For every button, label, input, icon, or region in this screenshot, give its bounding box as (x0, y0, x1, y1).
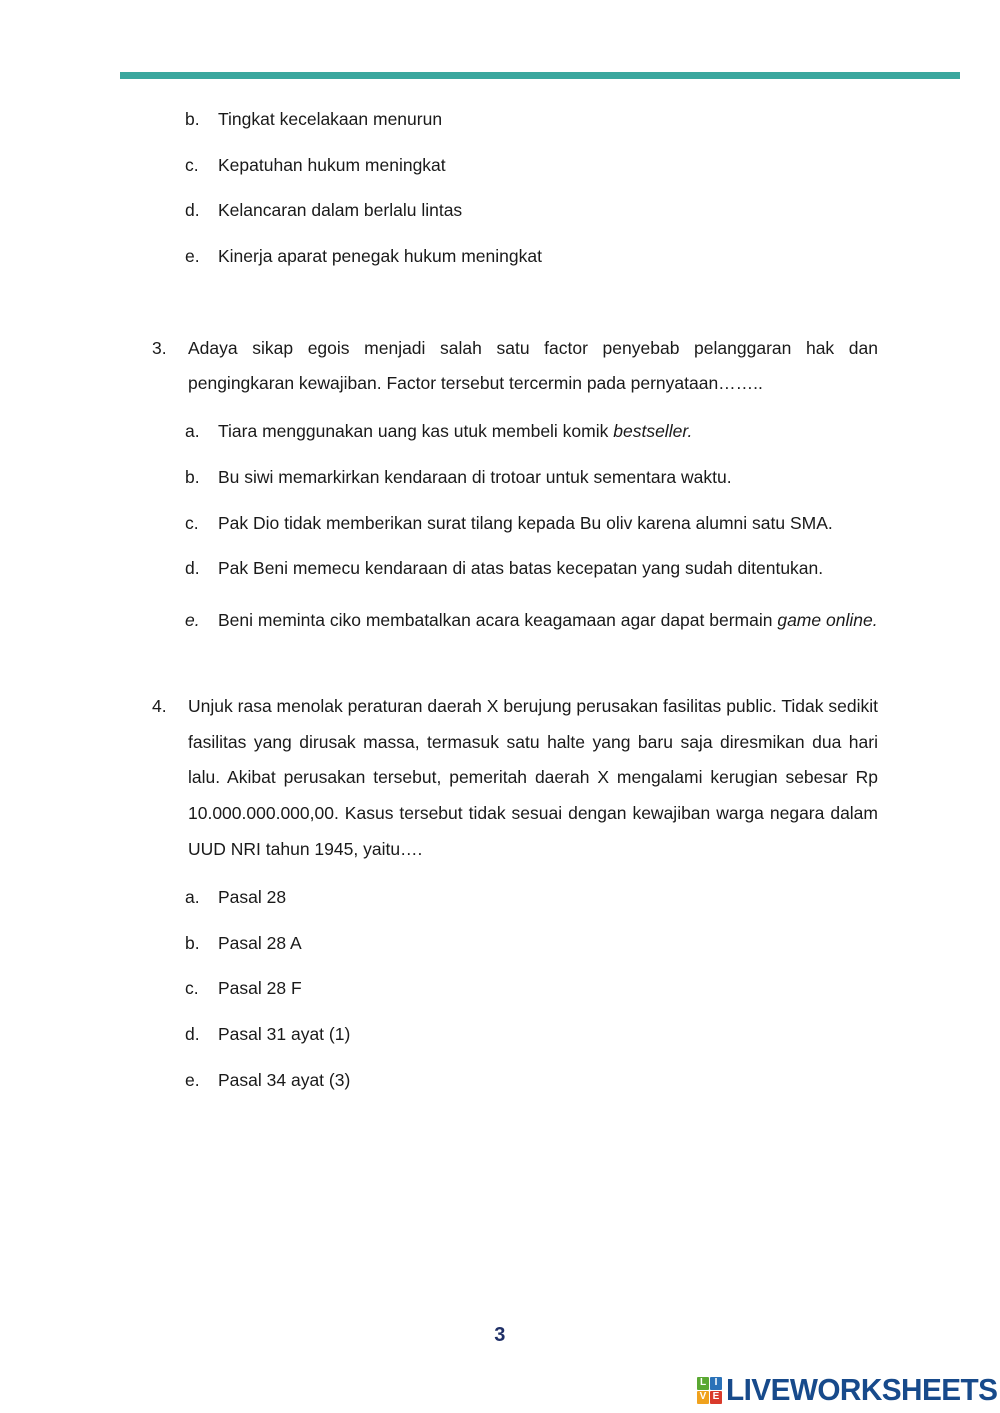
option-text: Tiara menggunakan uang kas utuk membeli komik bestseller. (218, 421, 693, 442)
question-number: 3. (152, 337, 167, 358)
block-v: V (697, 1391, 709, 1404)
option-emphasis: bestseller. (613, 421, 693, 442)
option-text: Bu siwi memarkirkan kendaraan di trotoar untuk sementara waktu. (218, 466, 732, 487)
question-3-option-list (152, 420, 878, 638)
liveworksheets-logo (697, 1372, 1000, 1408)
question-body (188, 689, 878, 868)
option-text: Pasal 31 ayat (1) (218, 1023, 351, 1044)
question-4 (152, 689, 878, 868)
spacer (152, 402, 878, 420)
option-marker: c. (185, 512, 199, 533)
document-content (152, 108, 878, 1092)
question-body (188, 331, 878, 403)
option-marker: e. (185, 1069, 200, 1090)
page-number: 3 (494, 1324, 506, 1346)
option-marker: e. (185, 245, 200, 266)
option-text: Tingkat kecelakaan menurun (218, 109, 443, 129)
brand-wordmark: LIVEWORKSHEETS (726, 1372, 998, 1407)
continued-option-list (152, 108, 878, 269)
list-item (185, 932, 878, 956)
list-item (185, 1069, 878, 1093)
spacer (152, 868, 878, 886)
list-item (185, 154, 878, 178)
option-text: Kepatuhan hukum meningkat (218, 154, 446, 175)
option-marker: b. (185, 932, 200, 953)
option-text: Pasal 28 F (218, 978, 302, 999)
list-item (185, 557, 878, 581)
question-number: 4. (152, 695, 167, 716)
block-i: I (710, 1377, 722, 1390)
option-text: Pasal 28 (218, 887, 287, 907)
option-text: Pasal 34 ayat (3) (218, 1069, 351, 1090)
live-blocks-icon (697, 1377, 722, 1404)
option-text: Pak Beni memecu kendaraan di atas batas kecepatan yang sudah ditentukan. (218, 558, 824, 579)
list-item (185, 420, 878, 444)
list-item (185, 977, 878, 1001)
option-text: Pasal 28 A (218, 932, 302, 953)
option-emphasis: game online. (777, 609, 878, 630)
option-marker: a. (185, 887, 200, 907)
block-l: L (697, 1377, 709, 1390)
option-marker: d. (185, 558, 200, 579)
list-item (185, 512, 878, 536)
question-text: Adaya sikap egois menjadi salah satu factor penyebab pelanggaran hak dan pengingkaran kewajiban. Factor tersebut tercermin pada pernyataan…….. (188, 337, 878, 394)
option-text: Beni meminta ciko membatalkan acara keagamaan agar dapat bermain game online. (218, 609, 878, 630)
list-item (185, 1023, 878, 1047)
list-item (185, 466, 878, 490)
spacer (152, 269, 878, 331)
list-item (185, 245, 878, 269)
list-item (185, 603, 878, 639)
list-item (185, 108, 878, 132)
option-marker: d. (185, 200, 200, 221)
question-4-option-list (152, 886, 878, 1092)
option-text: Kinerja aparat penegak hukum meningkat (218, 245, 542, 266)
header-accent-rule (120, 72, 960, 79)
list-item (185, 886, 878, 910)
option-marker: a. (185, 421, 200, 442)
option-text: Kelancaran dalam berlalu lintas (218, 200, 463, 221)
option-marker: c. (185, 978, 199, 999)
option-text: Pak Dio tidak memberikan surat tilang kepada Bu oliv karena alumni satu SMA. (218, 512, 833, 533)
question-3 (152, 331, 878, 403)
option-marker: d. (185, 1023, 200, 1044)
list-item (185, 199, 878, 223)
question-text: Unjuk rasa menolak peraturan daerah X berujung perusakan fasilitas public. Tidak sedikit fasilitas yang dirusak massa, termasuk satu halte yang baru saja diresmikan dua hari lalu. Akibat perusakan tersebut, pemeritah daerah X mengalami kerugian sebesar Rp 10.000.000.000,00. Kasus tersebut tidak sesuai dengan kewajiban warga negara dalam UUD NRI tahun 1945, yaitu…. (188, 695, 878, 860)
option-marker: e. (185, 609, 200, 630)
option-marker: c. (185, 154, 199, 175)
option-marker: b. (185, 466, 200, 487)
option-marker: b. (185, 109, 200, 129)
block-e: E (710, 1391, 722, 1404)
spacer (152, 639, 878, 689)
